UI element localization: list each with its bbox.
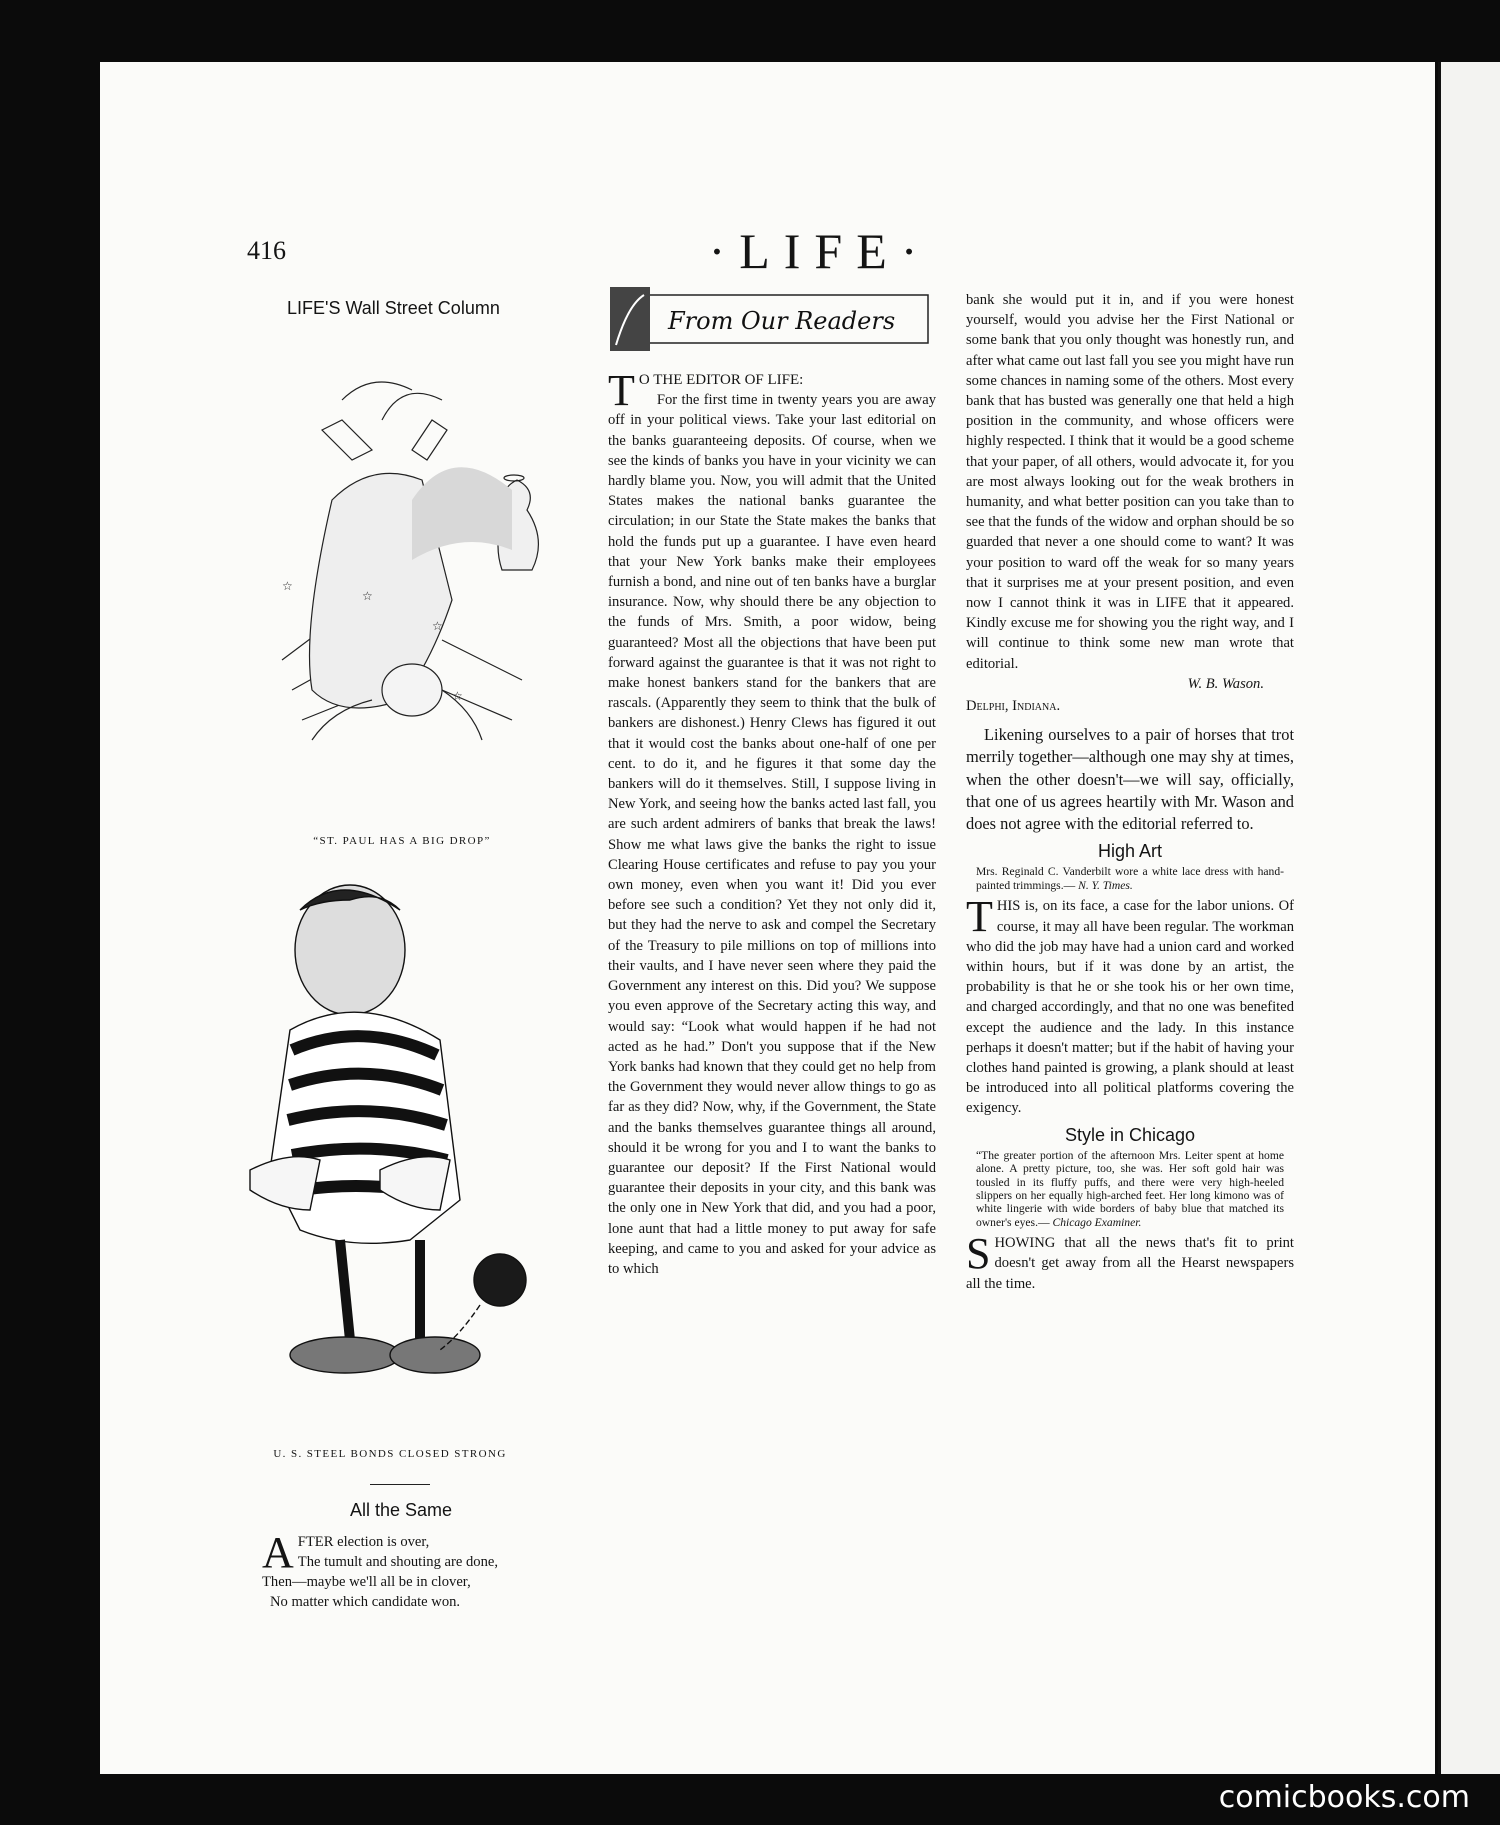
high-art-body xyxy=(966,892,1294,1118)
cartoon2-caption: U. S. STEEL BONDS CLOSED STRONG xyxy=(273,1448,507,1460)
cartoon-us-steel-prisoner xyxy=(230,880,550,1400)
high-art-quote-text: Mrs. Reginald C. Vanderbilt wore a white lace dress with hand-painted trimmings.— xyxy=(976,865,1284,892)
salutation-text: O THE EDITOR OF LIFE: xyxy=(638,372,804,388)
poem-title: All the Same xyxy=(349,1500,453,1520)
chicago-body xyxy=(966,1229,1294,1294)
chicago-source: Chicago Examiner. xyxy=(1052,1215,1142,1229)
chicago-quote xyxy=(976,1149,1284,1229)
divider-rule xyxy=(370,1484,430,1485)
svg-text:☆: ☆ xyxy=(432,619,443,633)
cartoon-st-paul-drop xyxy=(262,360,542,810)
right-column xyxy=(966,290,1294,1294)
chicago-quote-text: “The greater portion of the afternoon Mrs. Leiter spent at home alone. A pretty picture, too, she was. Her soft gold hair was tousled in its fluffy puffs, and there were very high-heeled slippers on her equally high-arched feet. Her long kimono was of white lingerie with wide borders of baby blue that matched its owner's eyes.— xyxy=(976,1148,1284,1229)
letter-salutation xyxy=(608,366,936,415)
letter-dropcap: T xyxy=(608,366,635,415)
poem-line: The tumult and shouting are done, xyxy=(297,1554,498,1570)
high-art-quote xyxy=(976,865,1284,892)
svg-text:☆: ☆ xyxy=(282,579,293,593)
wall-street-column-title: LIFE'S Wall Street Column xyxy=(287,298,500,318)
masthead: ·LIFE· xyxy=(708,223,932,279)
high-art-title: High Art xyxy=(1097,841,1163,862)
poem-line: FTER election is over, xyxy=(297,1534,430,1550)
chicago-title: Style in Chicago xyxy=(1064,1124,1196,1145)
letter-place: Delphi, Indiana. xyxy=(966,698,1061,715)
high-art-dropcap: T xyxy=(966,892,993,942)
letter-continuation: bank she would put it in, and if you were honest yourself, would you advise her the First National or some bank that you only thought was honestly run, and after what came out last fall you see you might have run some chances in naming some of the others. Most every bank that has busted was generally one that held a high position in the community, and whose officers were highly respected. I think that it would be a good scheme that your paper, of all others, would advocate it, for you are most always looking out for the weak brothers in humanity, and what better position can you take than to see that the funds of the widow and orphan should be so guarded that never a one should come to want? It was your position to ward off the weak for so many years that it surprises me at your present position, and even now I cannot think it was in LIFE that it appeared. Kindly excuse me for showing you the right way, and I will continue to think some new man wrote that editorial. xyxy=(966,292,1294,672)
poem xyxy=(262,1528,562,1612)
banner-text: From Our Readers xyxy=(668,307,896,335)
letter-column xyxy=(608,366,936,1279)
high-art-source: N. Y. Times. xyxy=(1078,878,1133,892)
chicago-text: HOWING that all the news that's fit to print doesn't get away from all the Hearst newspapers all the time. xyxy=(966,1235,1294,1292)
svg-text:☆: ☆ xyxy=(452,689,463,703)
site-watermark: comicbooks.com xyxy=(1218,1780,1470,1815)
next-page-edge xyxy=(1438,62,1500,1774)
poem-dropcap: A xyxy=(262,1528,294,1577)
page-number: 416 xyxy=(247,236,286,265)
chicago-dropcap: S xyxy=(966,1229,991,1279)
svg-text:☆: ☆ xyxy=(362,589,373,603)
cartoon1-caption: “ST. PAUL HAS A BIG DROP” xyxy=(313,835,491,847)
from-our-readers-banner xyxy=(608,285,936,353)
high-art-text: HIS is, on its face, a case for the labor unions. Of course, it may all have been regular. The workman who did the job may have had a union card and worked within hours, but if it was done by an artist, the probability is that he or she took his or her own time, and charged accordingly, and that no one was benefited except the audience and the lady. In this instance perhaps it doesn't matter; but if the habit of having your clothes hand painted is growing, a plank should at least be introduced into all political platforms covering the exigency. xyxy=(966,898,1294,1117)
letter-signature: W. B. Wason. xyxy=(1187,675,1264,692)
letter-body: For the first time in twenty years you are away off in your political views. Take your last editorial on the banks guaranteeing deposits. Of course, when we see the kinds of banks you have in your vicinity we can hardly blame you. Now, you will admit that the United States makes the national banks guarantee the circulation; in our State the State makes the banks that hold the funds put up a guarantee. I have even heard that your New York banks make their employees furnish a bond, and nine out of ten banks have a burglar insurance. Now, why should there be any objection to the funds of Mrs. Smith, a poor widow, being guaranteed? Most all the objections that have been put forward against the guarantee is that it was not right to make honest bankers stand for the bankers that are rascals. (Apparently they seem to think that the bulk of bankers are dishonest.) Henry Clews has figured it out that it would cost the banks about one-half of one per cent. to do it, and he figures it that some day the bankers will do it themselves. Still, I suppose living in New York, and seeing how the banks acted last fall, you are such ardent admirers of banks that break the laws! Show me what laws give the banks the right to issue Clearing House certificates and refuse to pay you your own money, even when you want it! Did you ever before see such a condition? Yet they not only did it, but they had the nerve to ask and compel the Secretary of the Treasury to pile millions on top of millions into their vaults, and I have never seen where they paid the Government any interest on this. Did you? We suppose you even approve of the Secretary acting this way, and would say: “Look what would happen if he had not acted as he had.” Don't you suppose that if the New York banks had known that they could get no help from the Government they would never allow things to go as far as they did? Now, why, if the Government, the State and the banks themselves guarantee things all around, should it be wrong for you and I to want the banks to guarantee our deposit? If the First National would guarantee their deposits in your city, and this bank was the only one in New York that did, and you had a poor, lone aunt that had a little money to put away for safe keeping, and came to you and asked for your advice as to which xyxy=(608,392,936,1277)
editor-reply: Likening ourselves to a pair of horses that trot merrily together—although one may shy at times, when the other doesn't—we will say, officially, that one of us agrees heartily with Mr. Wason and does not agree with the editorial referred to. xyxy=(966,725,1294,834)
poem-line: Then—maybe we'll all be in clover, xyxy=(262,1574,471,1590)
poem-line: No matter which candidate won. xyxy=(270,1594,461,1610)
